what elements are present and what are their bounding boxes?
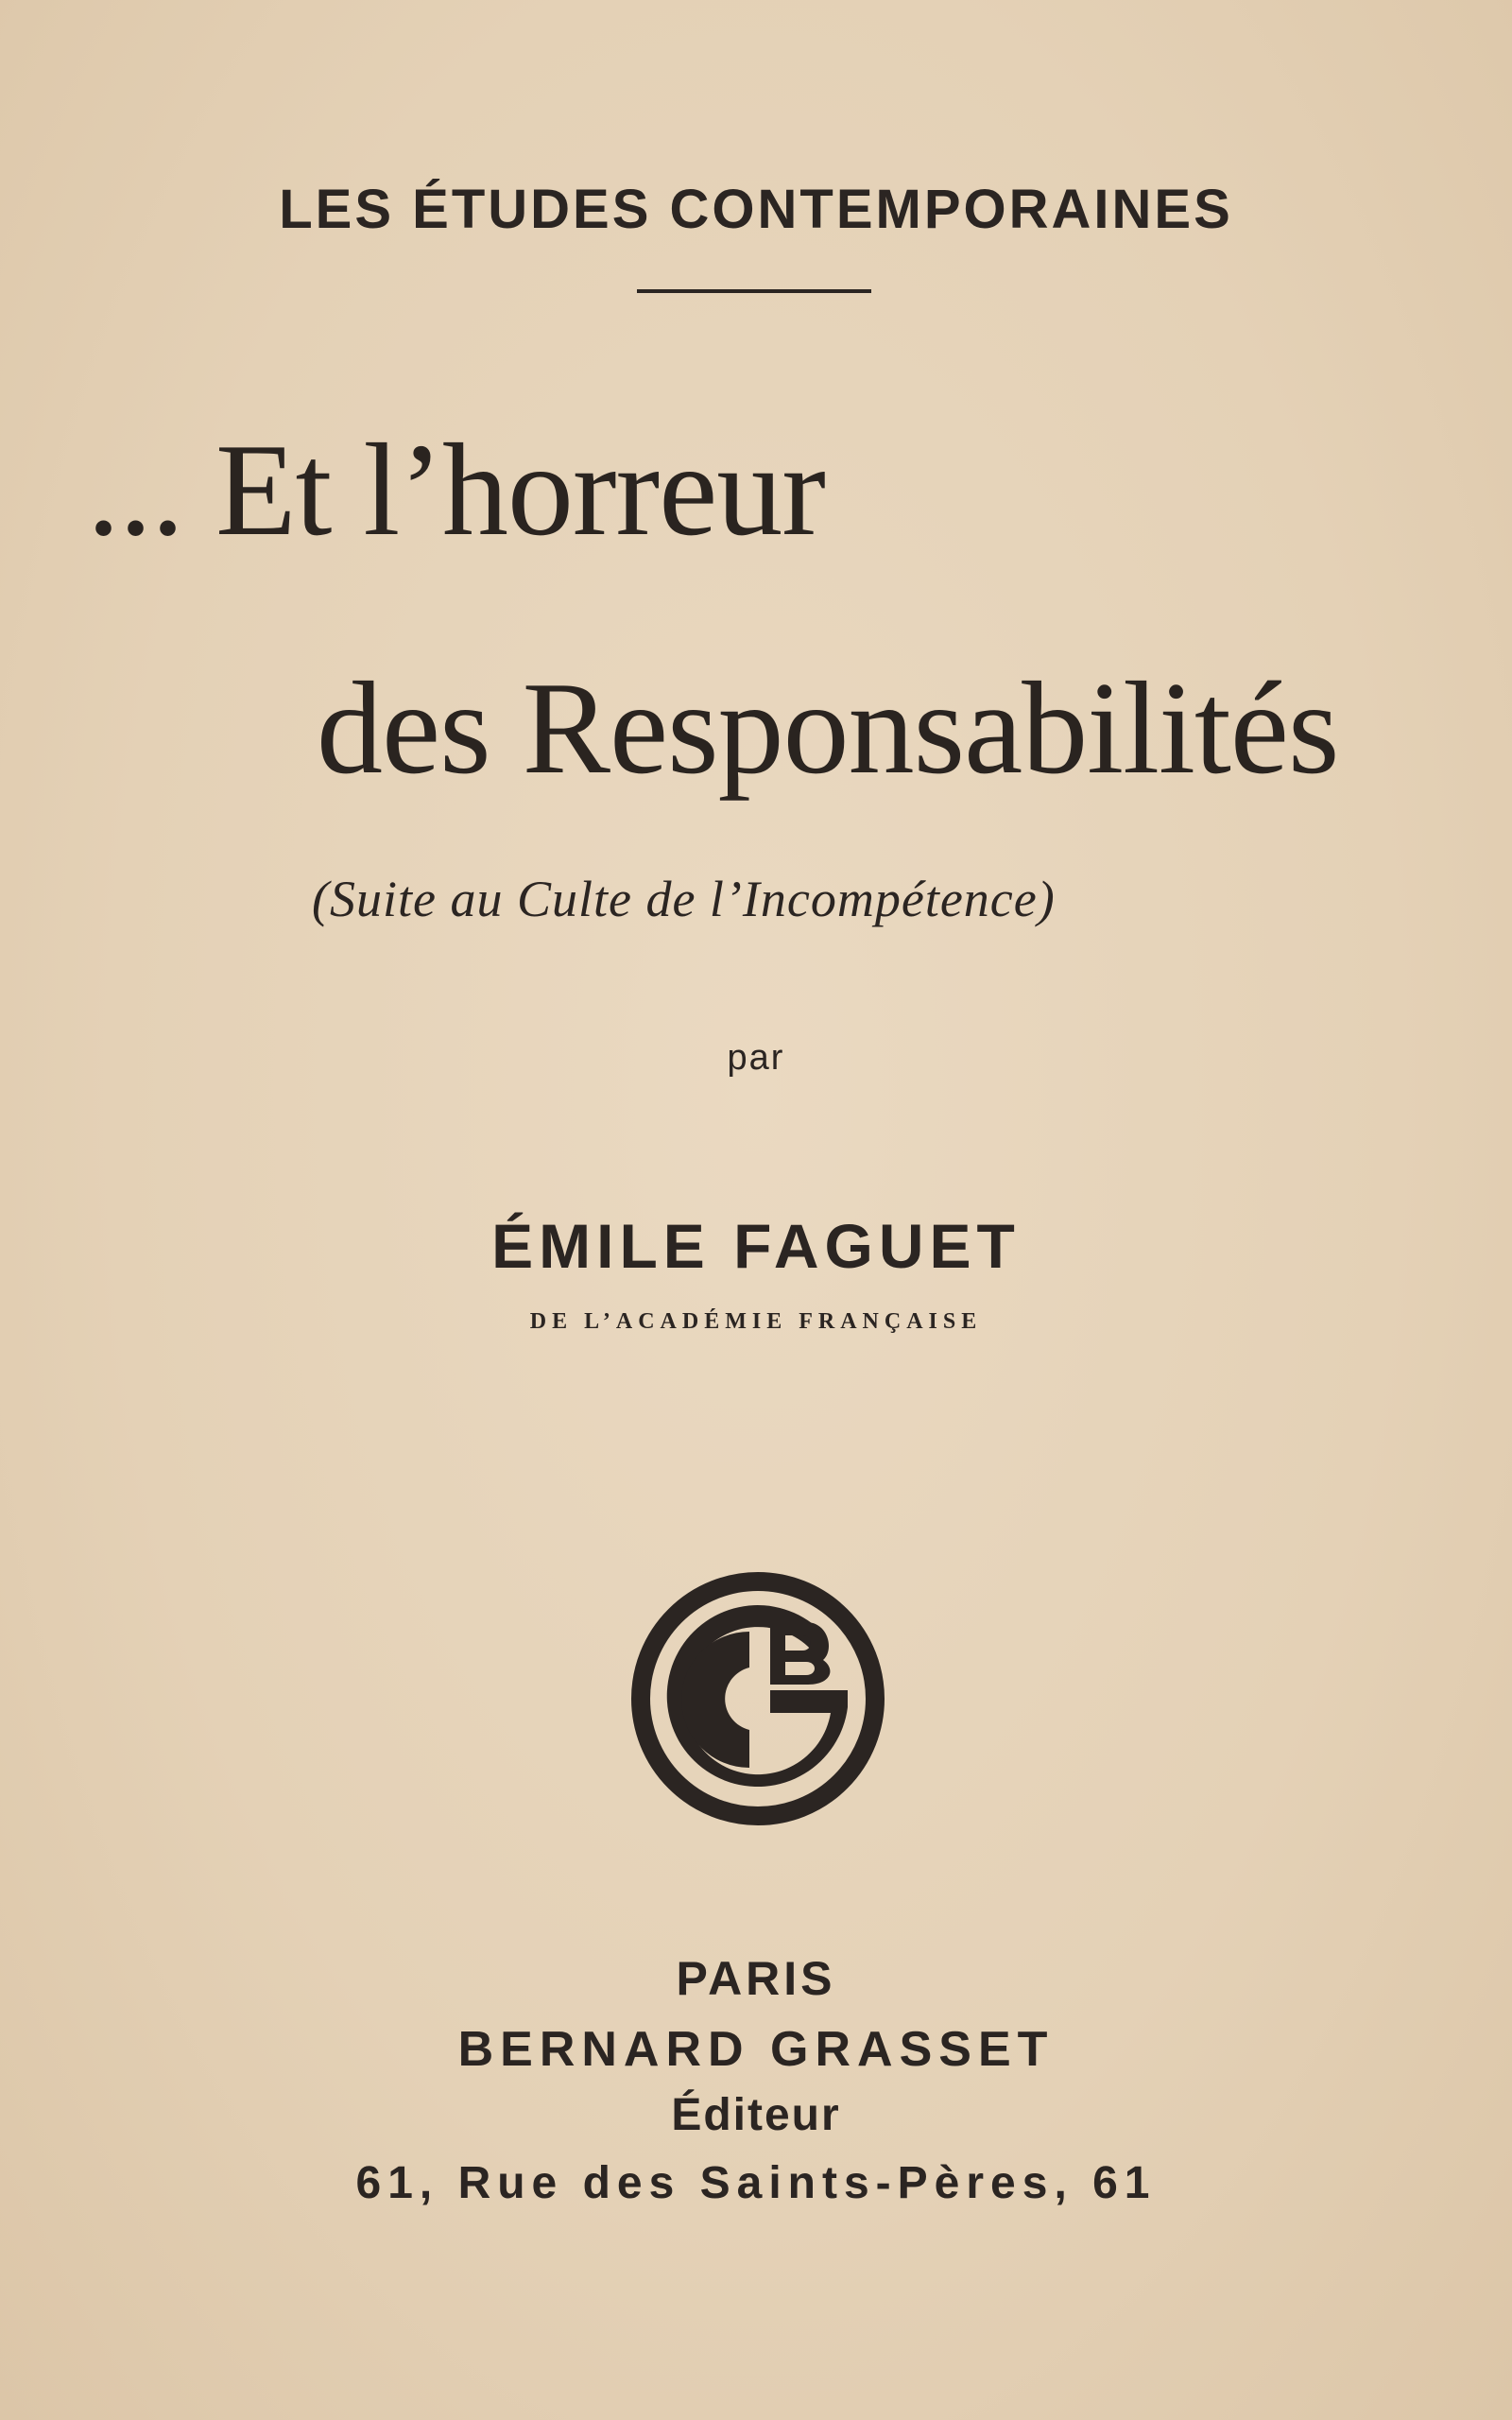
book-title-line-2: des Responsabilités bbox=[317, 655, 1339, 802]
byline-par: par bbox=[727, 1038, 785, 1078]
publisher-city: PARIS bbox=[676, 1952, 836, 2005]
publisher-address: 61, Rue des Saints-Pères, 61 bbox=[355, 2158, 1157, 2208]
book-subtitle: (Suite au Culte de l’Incompétence) bbox=[312, 871, 1056, 927]
book-title-line-1: ... Et l’horreur bbox=[87, 417, 825, 563]
publisher-monogram-icon bbox=[628, 1569, 888, 1829]
publisher-name: BERNARD GRASSET bbox=[457, 2022, 1055, 2077]
divider-rule bbox=[637, 289, 871, 293]
author-affiliation: DE L’ACADÉMIE FRANÇAISE bbox=[529, 1309, 983, 1334]
publisher-role: Éditeur bbox=[671, 2090, 841, 2140]
series-title: LES ÉTUDES CONTEMPORAINES bbox=[279, 179, 1233, 240]
author-name: ÉMILE FAGUET bbox=[491, 1211, 1021, 1281]
